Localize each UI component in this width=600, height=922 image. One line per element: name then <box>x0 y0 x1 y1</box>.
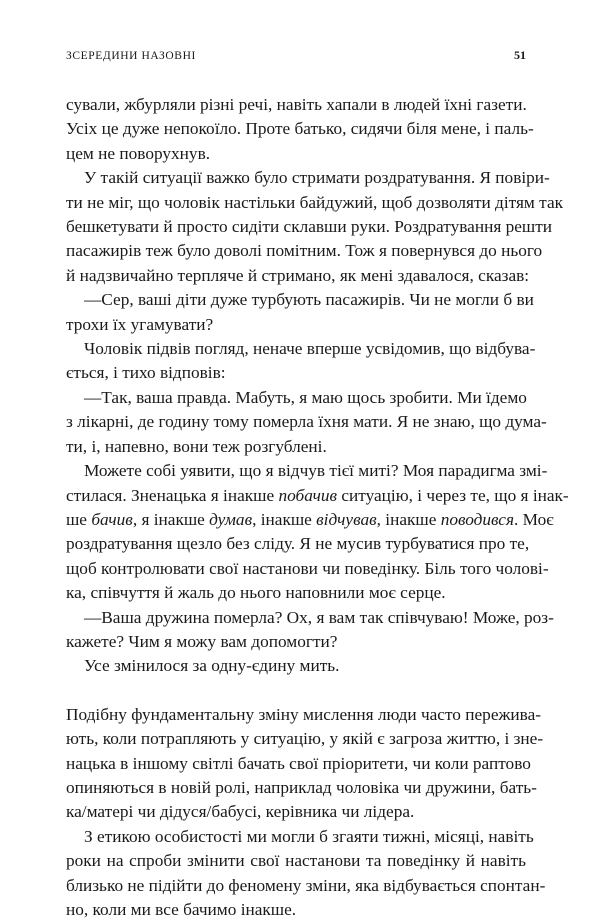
text-segment: , інакше <box>252 509 317 529</box>
text-segment: кажете? Чим я можу вам допомогти? <box>66 631 338 651</box>
text-segment: ють, коли потрапляють у ситуацію, у якій є загроза життю, і зне- <box>66 729 544 749</box>
text-segment: роздратування щезло без сліду. Я не мусив турбуватися про те, <box>66 534 530 554</box>
text-segment: близько не підійти до феномену зміни, яка відбувається спонтан- <box>66 875 546 895</box>
paragraph <box>66 703 544 825</box>
paragraph <box>66 606 554 655</box>
text-line <box>66 93 526 117</box>
text-segment: , інакше <box>376 509 441 529</box>
text-segment: ше <box>66 509 92 529</box>
section-break <box>66 679 526 703</box>
text-line <box>66 606 554 630</box>
text-segment: стилася. Зненацька я інакше <box>66 485 279 505</box>
text-segment: ситуацію, і через те, що я інак- <box>337 485 569 505</box>
text-line <box>66 874 546 898</box>
running-header <box>66 48 526 63</box>
text-line <box>66 776 537 800</box>
text-segment: У такій ситуації важко було стримати роздратування. Я повіри- <box>84 168 550 188</box>
text-segment: З етикою особистості ми могли б згаяти тижні, місяці, навіть <box>84 826 534 846</box>
text-line <box>66 581 526 605</box>
italic-word: думав <box>209 509 253 529</box>
text-segment: но, коли ми все бачимо інакше. <box>66 900 297 919</box>
text-line <box>66 630 526 654</box>
text-line <box>66 752 531 776</box>
text-segment: й надзвичайно терпляче й стримано, як мені здавалося, сказав: <box>66 265 530 285</box>
text-segment: . Моє <box>514 509 554 529</box>
text-line <box>66 215 553 239</box>
text-line <box>66 142 526 166</box>
text-line <box>66 410 547 434</box>
text-line <box>66 484 569 508</box>
paragraph <box>66 166 564 288</box>
text-line <box>66 337 536 361</box>
text-line <box>66 825 534 849</box>
text-segment: щоб контролювати свої настанови чи поведінку. Біль того чолові- <box>66 558 549 578</box>
text-line <box>66 849 526 873</box>
text-line <box>66 386 526 410</box>
page-number: 51 <box>514 48 526 62</box>
italic-word: відчував <box>316 509 377 529</box>
text-segment: сували, жбурляли різні речі, навіть хапали в людей їхні газети. <box>66 95 527 114</box>
text-segment: Усе змінилося за одну-єдину мить. <box>84 656 340 676</box>
italic-word: бачив <box>91 509 133 529</box>
text-segment: цем не поворухнув. <box>66 143 211 163</box>
paragraph <box>66 93 534 166</box>
text-segment: —Сер, ваші діти дуже турбують пасажирів. Чи не могли б ви <box>84 290 534 310</box>
text-line <box>66 898 526 922</box>
text-line <box>66 800 526 824</box>
text-segment: ка/матері чи дідуся/бабусі, керівника чи лідера. <box>66 802 415 822</box>
paragraph <box>66 825 546 922</box>
text-segment: ти не міг, що чоловік настільки байдужий, щоб дозволяти дітям так <box>66 192 564 212</box>
text-line <box>66 532 530 556</box>
paragraph <box>66 459 569 605</box>
paragraph <box>66 386 547 459</box>
text-segment: Подібну фундаментальну зміну мислення люди часто пережива- <box>66 704 542 724</box>
text-segment: Усіх це дуже непокоїло. Проте батько, сидячи біля мене, і паль- <box>66 119 534 139</box>
text-segment: —Так, ваша правда. Мабуть, я маю щось зробити. Ми їдемо <box>84 387 527 407</box>
text-line <box>66 117 534 141</box>
text-segment: з лікарні, де годину тому померла їхня мати. Я не знаю, що дума- <box>66 412 547 432</box>
text-line <box>66 703 542 727</box>
paragraph <box>66 337 536 386</box>
text-line <box>66 288 534 312</box>
text-segment: ти, і, напевно, вони теж розгублені. <box>66 436 327 456</box>
text-segment: пасажирів теж було доволі помітним. Тож я повернувся до нього <box>66 241 543 261</box>
text-segment: ється, і тихо відповів: <box>66 363 226 383</box>
text-segment: Можете собі уявити, що я відчув тієї миті? Моя парадигма змі- <box>84 461 548 481</box>
text-line <box>66 313 526 337</box>
text-segment: ка, співчуття й жаль до нього наповнили моє серце. <box>66 583 446 603</box>
italic-word: поводився <box>440 509 515 529</box>
text-line <box>66 239 543 263</box>
text-line <box>66 727 544 751</box>
text-line <box>66 557 549 581</box>
text-line <box>66 191 564 215</box>
text-line <box>66 459 548 483</box>
text-segment: опиняються в новій ролі, наприклад чоловіка чи дружини, бать- <box>66 777 537 797</box>
text-segment: нацька в іншому світлі бачать свої пріоритети, чи коли раптово <box>66 753 531 773</box>
text-segment: Чоловік підвів погляд, неначе вперше усвідомив, що відбува- <box>84 339 536 359</box>
paragraph <box>66 654 526 678</box>
text-segment: бешкетувати й просто сидіти склавши руки. Роздратування решти <box>66 217 553 237</box>
italic-word: побачив <box>278 485 338 505</box>
text-line <box>66 508 554 532</box>
running-title: ЗСЕРЕДИНИ НАЗОВНІ <box>66 50 196 62</box>
body-text <box>66 93 569 922</box>
text-line <box>66 361 526 385</box>
text-segment: роки на спроби змінити свої настанови та поведінку й навіть <box>66 851 526 871</box>
text-line <box>66 264 530 288</box>
text-segment: , я інакше <box>132 509 210 529</box>
paragraph <box>66 288 534 337</box>
text-line <box>66 435 526 459</box>
text-segment: трохи їх угамувати? <box>66 314 214 334</box>
text-line <box>66 654 526 678</box>
text-line <box>66 166 550 190</box>
text-segment: —Ваша дружина померла? Ох, я вам так співчуваю! Може, роз- <box>84 607 554 627</box>
